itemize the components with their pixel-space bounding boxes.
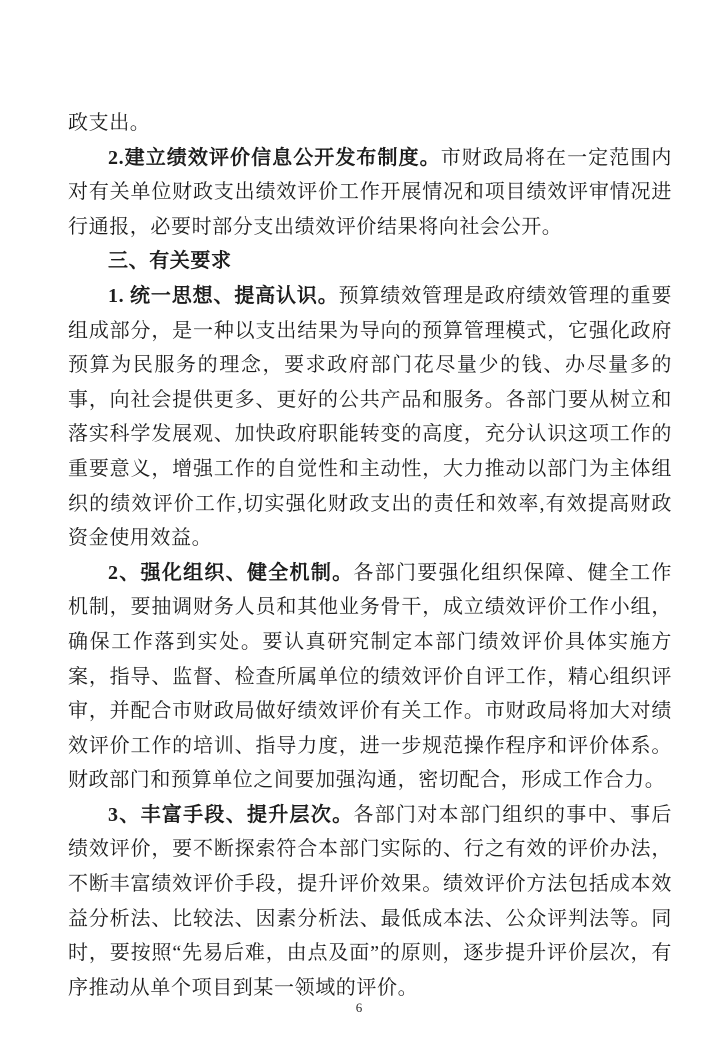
paragraph-lead-bold: 2、强化组织、健全机制。: [108, 561, 354, 584]
paragraph-item-3-requirements: [68, 798, 672, 1006]
paragraph-text: 各部门要强化组织保障、健全工作机制，要抽调财务人员和其他业务骨干，成立绩效评价工作小组，确保工作落到实处。要认真研究制定本部门绩效评价具体实施方案，指导、监督、检查所属单位的绩效评价自评工作，精心组织评审，并配合市财政局做好绩效评价有关工作。市财政局将加大对绩效评价工作的培训、指导力度，进一步规范操作程序和评价体系。财政部门和预算单位之间要加强沟通，密切配合，形成工作合力。: [68, 561, 673, 792]
paragraph-text: 市财政局将在一定范围内对有关单位财政支出绩效评价工作开展情况和项目绩效评审情况进行通报，必要时部分支出绩效评价结果将向社会公开。: [68, 146, 672, 238]
paragraph-text: 各部门对本部门组织的事中、事后绩效评价，要不断探索符合本部门实际的、行之有效的评价办法，不断丰富绩效评价手段，提升评价效果。绩效评价方法包括成本效益分析法、比较法、因素分析法、最低成本法、公众评判法等。同时，要按照“先易后难，由点及面”的原则，逐步提升评价层次，有序推动从单个项目到某一领域的评价。: [68, 803, 673, 999]
section-heading: [68, 244, 672, 279]
document-body: [68, 106, 672, 1005]
paragraph-continuation: [68, 106, 672, 141]
paragraph-item-2: [68, 141, 672, 245]
paragraph-lead-bold: 2.建立绩效评价信息公开发布制度。: [108, 146, 441, 169]
paragraph-item-1-requirements: [68, 279, 672, 556]
paragraph-item-2-requirements: [68, 556, 672, 798]
paragraph-text: 预算绩效管理是政府绩效管理的重要组成部分，是一种以支出结果为导向的预算管理模式，它强化政府预算为民服务的理念，要求政府部门花尽量少的钱、办尽量多的事，向社会提供更多、更好的公共产品和服务。各部门要从树立和落实科学发展观、加快政府职能转变的高度，充分认识这项工作的重要意义，增强工作的自觉性和主动性，大力推动以部门为主体组织的绩效评价工作,切实强化财政支出的责任和效率,有效提高财政资金使用效益。: [68, 284, 672, 550]
paragraph-lead-bold: 3、丰富手段、提升层次。: [108, 803, 354, 826]
paragraph-text: 政支出。: [68, 112, 151, 134]
paragraph-lead-bold: 1. 统一思想、提高认识。: [108, 284, 339, 307]
page-number: 6: [355, 1000, 363, 1015]
section-heading-text: 三、有关要求: [108, 250, 232, 273]
